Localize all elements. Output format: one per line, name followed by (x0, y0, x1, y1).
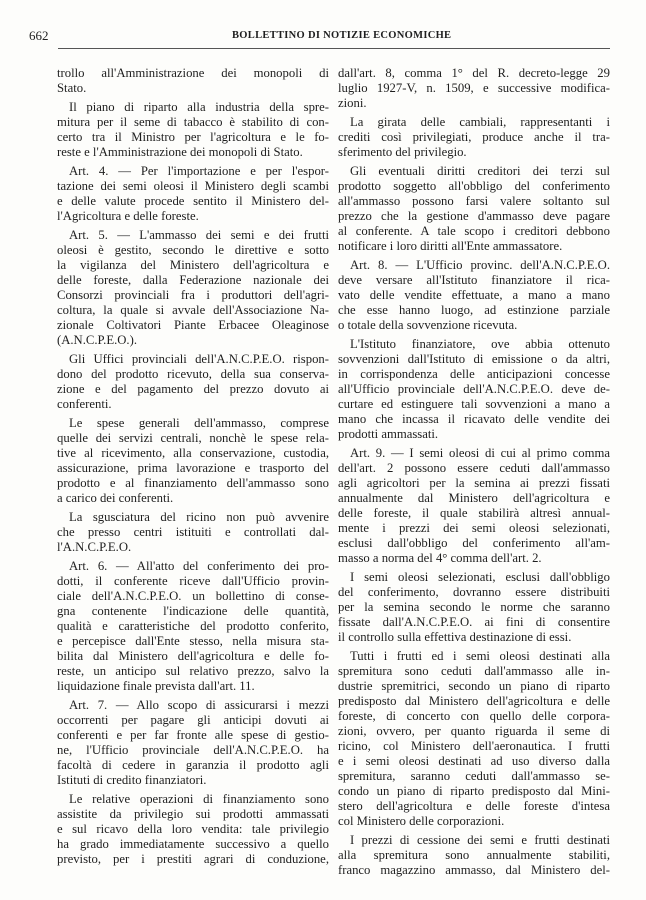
text-line: Tutti i frutti ed i semi oleosi destinati alla (350, 649, 610, 663)
text-line: predisposto dal Ministero dell'agricoltura e delle (338, 694, 610, 708)
text-line: condo un piano di riparto predisposto dal Mini- (338, 784, 610, 798)
text-line: Istituti di credito finanziatori. (57, 773, 207, 787)
paragraph (338, 570, 610, 645)
text-line: La sgusciatura del ricino non può avvenire (69, 510, 329, 524)
paragraph (57, 698, 329, 788)
text-line: all'ammasso possono farsi valere soltanto sul (338, 194, 610, 208)
text-line: Art. 5. — L'ammasso dei semi e dei frutti (69, 228, 329, 242)
text-line: franco magazzino ammasso, dal Ministero del- (338, 863, 610, 877)
text-line: luglio 1927-V, n. 1509, e successive modifica- (338, 81, 610, 95)
text-line: Stato. (57, 81, 87, 95)
text-line: ha grado immediatamente successivo a quello (57, 837, 329, 851)
text-line: zionale Coltivatori Piante Erbacee Oleaginose (57, 318, 329, 332)
running-header-title: BOLLETTINO DI NOTIZIE ECONOMICHE (232, 30, 452, 41)
text-line: alla spremitura sono annualmente stabiliti, (338, 848, 610, 862)
text-line: notificare i loro diritti all'Ente ammassatore. (338, 239, 563, 253)
text-line: la vigilanza del Ministero dell'agricoltura e (57, 258, 329, 272)
paragraph (338, 833, 610, 878)
text-line: La girata delle cambiali, rappresentanti i (350, 115, 610, 129)
text-line: e sul ricavo della loro vendita: tale privilegio (57, 822, 329, 836)
text-line: che esse hanno luogo, ad estinzione parziale (338, 303, 610, 317)
text-line: prezzo che la gestione d'ammasso deve pagare (338, 209, 610, 223)
text-line: gna contenente l'indicazione delle quantità, (57, 604, 329, 618)
text-line: Art. 4. — Per l'importazione e per l'espor- (69, 164, 329, 178)
text-line: sovvenzioni dall'Istituto di emissione o da altri, (338, 352, 610, 366)
paragraph (57, 792, 329, 867)
right-column (338, 66, 610, 882)
text-line: mente i prezzi dei semi oleosi selezionati, (338, 521, 610, 535)
text-line: mitura per il seme di tabacco è stabilito di con- (57, 115, 329, 129)
text-line: ciale dell'A.N.C.P.E.O. un bollettino di conse- (57, 589, 329, 603)
paragraph (57, 228, 329, 348)
text-line: il controllo sulla effettiva destinazione di essi. (338, 630, 572, 644)
text-line: Le spese generali dell'ammasso, comprese (69, 416, 329, 430)
text-line: (A.N.C.P.E.O.). (57, 333, 138, 347)
paragraph (338, 337, 610, 442)
text-line: che presso centri istituiti e controllati dal- (57, 525, 329, 539)
page-number: 662 (29, 28, 49, 43)
text-line: e i semi oleosi destinati ad uso diverso dalla (338, 754, 610, 768)
text-line: Art. 8. — L'Ufficio provinc. dell'A.N.C.P.E.O. (350, 258, 610, 272)
paragraph (57, 416, 329, 506)
text-line: deve versare all'Istituto finanziatore il rica- (338, 273, 610, 287)
text-line: ne, l'Ufficio provinciale dell'A.N.C.P.E.O. ha (57, 743, 329, 757)
text-line: qualità e caratteristiche del prodotto conferito, (57, 619, 329, 633)
paragraph (57, 66, 329, 96)
text-line: delle foreste, dalla Federazione nazionale dei (57, 273, 329, 287)
text-line: liquidazione finale prevista dall'art. 11. (57, 679, 255, 693)
text-line: conferenti e per far fronte alle spese di gestio- (57, 728, 329, 742)
paragraph (57, 352, 329, 412)
text-line: Gli Uffici provinciali dell'A.N.C.P.E.O. rispon- (69, 352, 329, 366)
text-line: certo tra il Ministro per l'agricoltura e le fo- (57, 130, 329, 144)
text-line: dotti, il conferente riceve dall'Ufficio provin- (57, 574, 329, 588)
text-line: foreste, di concerto con quello delle corpora- (338, 709, 610, 723)
text-line: I prezzi di cessione dei semi e frutti destinati (350, 833, 610, 847)
paragraph (57, 100, 329, 160)
text-line: all'Ufficio provinciale dell'A.N.C.P.E.O. deve de- (338, 382, 610, 396)
text-line: e percepisce dall'Ente stesso, nella misura sta- (57, 634, 329, 648)
text-line: zioni, ovvero, per quanto riguarda il seme di (338, 724, 610, 738)
text-line: trollo all'Amministrazione dei monopoli di (57, 66, 329, 80)
text-line: sferimento del privilegio. (338, 145, 467, 159)
text-line: per la semina secondo le norme che saranno (338, 600, 610, 614)
paragraph (57, 164, 329, 224)
text-line: col Ministero delle corporazioni. (338, 814, 505, 828)
paragraph (338, 649, 610, 829)
text-line: masso a norma del 4° comma dell'art. 2. (338, 551, 542, 565)
text-line: Consorzi provinciali fra i produttori dell'agri- (57, 288, 329, 302)
text-line: e delle valute procede sentito il Ministero del- (57, 194, 329, 208)
text-line: mano che incassa il ricavato delle vendite dei (338, 412, 610, 426)
text-line: fissate dall'A.N.C.P.E.O. ai fini di consentire (338, 615, 610, 629)
text-line: reste, un anticipo sul relativo prezzo, salvo la (57, 664, 329, 678)
text-line: Art. 6. — All'atto del conferimento dei pro- (69, 559, 329, 573)
text-line: assicurazione, prima lavorazione e trasporto del (57, 461, 329, 475)
text-line: prodotti ammassati. (338, 427, 439, 441)
text-line: prodotto e al finanziamento dell'ammasso sono (57, 476, 329, 490)
text-line: previsto, per i prestiti agrari di conduzione, (57, 852, 329, 866)
text-line: tazione dei semi oleosi il Ministero degli scambi (57, 179, 329, 193)
text-line: Art. 9. — I semi oleosi di cui al primo comma (350, 446, 610, 460)
text-line: reste e l'Amministrazione dei monopoli di Stato. (57, 145, 303, 159)
text-line: zione e del pagamento del prezzo dovuto ai (57, 382, 329, 396)
text-line: prodotto soggetto all'obbligo del conferimento (338, 179, 610, 193)
text-line: Il piano di riparto alla industria della spre- (69, 100, 329, 114)
text-line: spremitura, saranno ceduti dall'ammasso se- (338, 769, 610, 783)
text-line: assistite da privilegio sui prodotti ammassati (57, 807, 329, 821)
text-line: delle foreste, il quale stabilirà altresì annual- (338, 506, 610, 520)
text-line: l'A.N.C.P.E.O. (57, 540, 132, 554)
text-line: quelle dei servizi centrali, nonchè le spese rela- (57, 431, 329, 445)
text-line: Art. 7. — Allo scopo di assicurarsi i mezzi (69, 698, 329, 712)
paragraph (338, 66, 610, 111)
text-line: curtare ed estinguere tali sovvenzioni a mano a (338, 397, 610, 411)
text-line: o totale della sovvenzione ricevuta. (338, 318, 518, 332)
text-line: agli agricoltori per la semina ai prezzi fissati (338, 476, 610, 490)
text-line: annualmente dal Ministero dell'agricoltura e (338, 491, 610, 505)
text-line: Gli eventuali diritti creditori dei terzi sul (350, 164, 610, 178)
text-line: oleosi è gestito, secondo le direttive e sotto (57, 243, 329, 257)
left-column (57, 66, 329, 871)
text-line: coltura, la quale si avvale dell'Associazione Na- (57, 303, 329, 317)
text-line: dono del prodotto ricevuto, della sua conserva- (57, 367, 329, 381)
text-line: ricino, col Ministero dell'aeronautica. I frutti (338, 739, 610, 753)
text-line: occorrenti per pagare gli anticipi dovuti ai (57, 713, 329, 727)
text-line: dustrie spremitrici, secondo un piano di riparto (338, 679, 610, 693)
text-line: bilita dal Ministero dell'agricoltura e delle fo- (57, 649, 329, 663)
text-line: l'Agricoltura e delle foreste. (57, 209, 199, 223)
paragraph (338, 258, 610, 333)
text-line: I semi oleosi selezionati, esclusi dall'obbligo (350, 570, 610, 584)
text-line: zioni. (338, 96, 367, 110)
text-line: stero dell'agricoltura e delle foreste d'intesa (338, 799, 610, 813)
text-line: a carico dei conferenti. (57, 491, 174, 505)
text-line: dall'art. 8, comma 1° del R. decreto-legge 29 (338, 66, 610, 80)
text-line: facoltà di cedere in garanzia il prodotto agli (57, 758, 329, 772)
paragraph (338, 446, 610, 566)
text-line: L'Istituto finanziatore, ove abbia ottenuto (350, 337, 610, 351)
paragraph (338, 115, 610, 160)
text-line: al conferente. A tale scopo i creditori debbono (338, 224, 610, 238)
text-line: esclusi dall'obbligo del conferimento all'am- (338, 536, 610, 550)
text-line: vato delle vendite effettuate, a mano a mano (338, 288, 610, 302)
paragraph (338, 164, 610, 254)
text-line: in corrispondenza delle anticipazioni concesse (338, 367, 610, 381)
text-line: spremitura sono ceduti dall'ammasso alle in- (338, 664, 610, 678)
paragraph (57, 510, 329, 555)
text-line: conferenti. (57, 397, 112, 411)
text-line: Le relative operazioni di finanziamento sono (69, 792, 329, 806)
text-line: dell'art. 2 possono essere ceduti dall'ammasso (338, 461, 610, 475)
text-line: tive al ricevimento, alla conservazione, custodia, (57, 446, 329, 460)
text-line: crediti così privilegiati, produce anche il tra- (338, 130, 610, 144)
paragraph (57, 559, 329, 694)
header-rule (58, 48, 610, 49)
text-line: del conferimento, dovranno essere distribuiti (338, 585, 610, 599)
